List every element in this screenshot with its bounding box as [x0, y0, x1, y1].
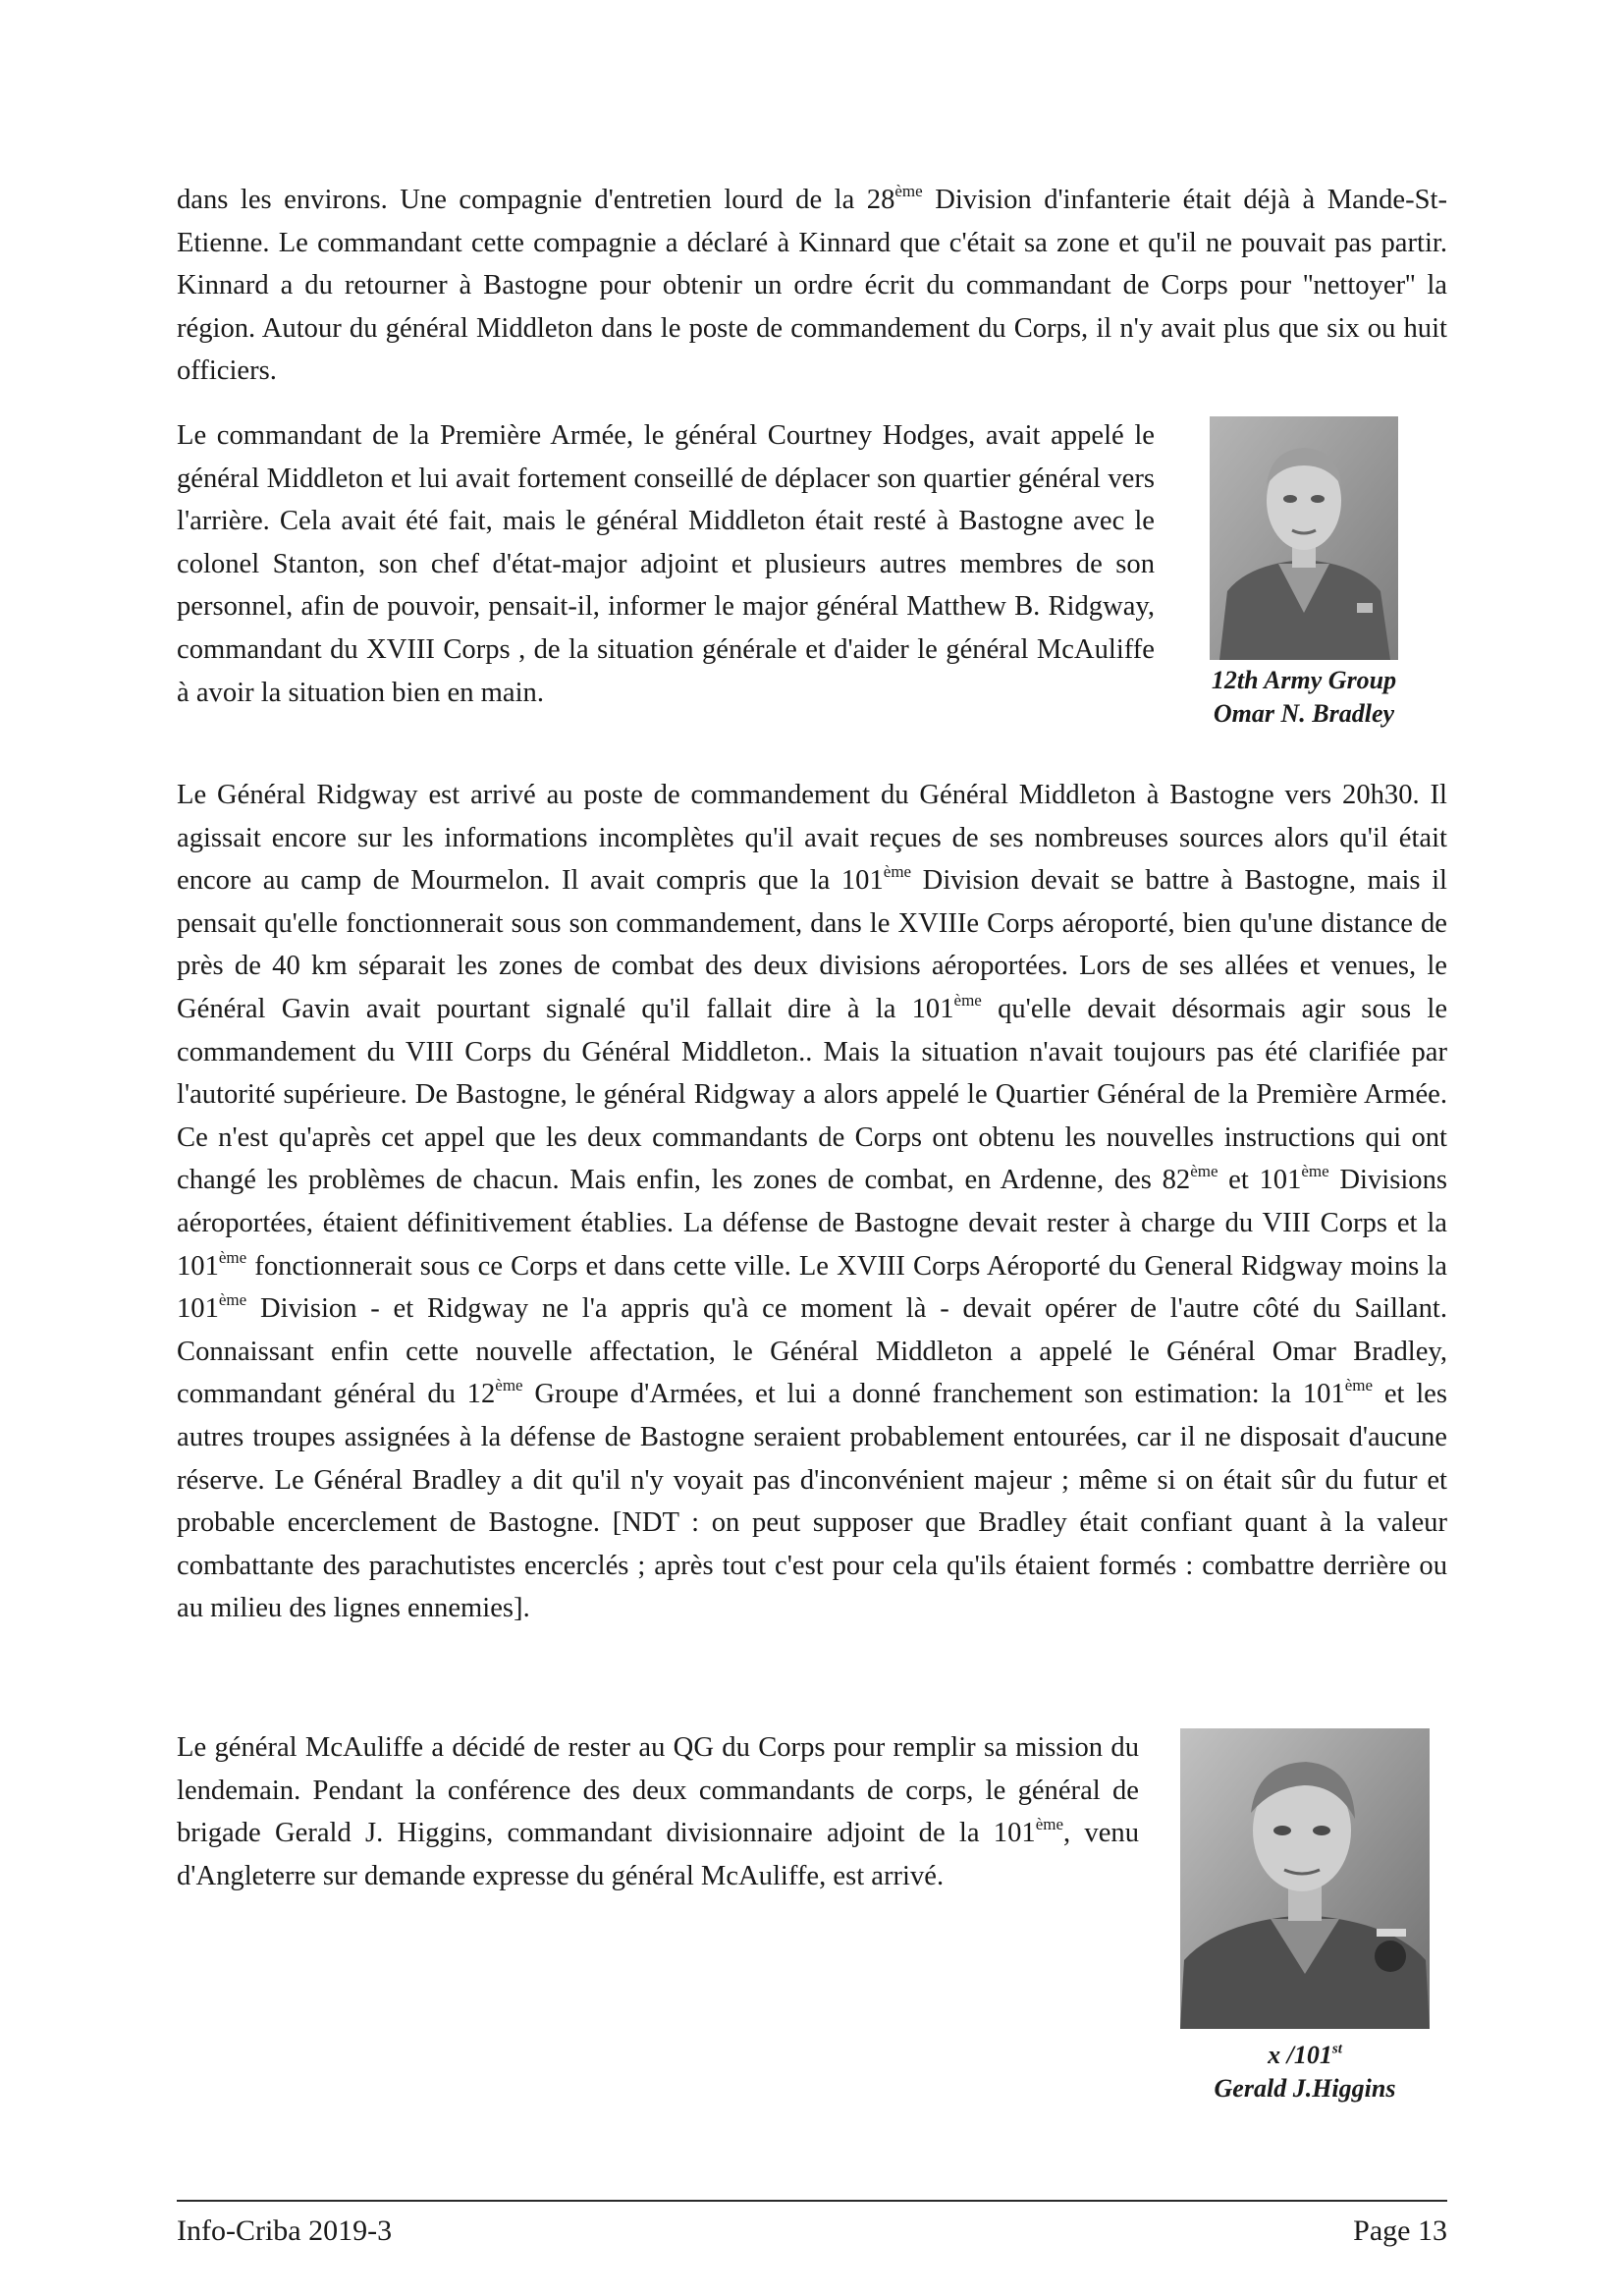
superscript: ème [894, 181, 923, 200]
paragraph-3-text: et les autres troupes assignées à la défense de Bastogne seraient probablement entourées, car il ne disposait d'aucune réserve. Le Général Bradley a dit qu'il n'y voyait pas d'inconvénient majeur ; même si on était sûr du futur et probable encerclement de Bastogne. [NDT : on peut supposer que Bradley était confiant quant à la valeur combattante des parachutistes encerclés ; après tout c'est pour cela qu'ils étaient formés : combattre derrière ou au milieu des lignes ennemies]. [177, 1379, 1447, 1624]
paragraph-2-text: Le commandant de la Première Armée, le général Courtney Hodges, avait appelé le général Middleton et lui avait fortement conseillé de déplacer son quartier général vers l'arrière. Cela avait été fait, mais le général Middleton était resté à Bastogne avec le colonel Stanton, son chef d'état-major adjoint et plusieurs autres membres de son personnel, afin de pouvoir, pensait-il, informer le major général Matthew B. Ridgway, commandant du XVIII Corps , de la situation générale et d'aider le général McAuliffe à avoir la situation bien en main. [177, 420, 1155, 708]
superscript: ème [218, 1247, 247, 1267]
paragraph-3-text: Division devait se battre à Bastogne, mais il pensait qu'elle fonctionnerait sous son commandement, dans le XVIIIe Corps aéroporté, bien qu'une distance de près de 40 km séparait les zones de combat des deux divisions aéroportées. Lors de ses allées et venues, le Général Gavin avait pourtant signalé qu'il fallait dire à la 101 [177, 865, 1447, 1024]
footer-rule [177, 2200, 1447, 2202]
bradley-caption-line-2: Omar N. Bradley [1213, 699, 1395, 728]
footer-page-number: Page 13 [1353, 2214, 1447, 2247]
superscript: ème [1190, 1162, 1218, 1181]
paragraph-2 [177, 414, 1155, 714]
superscript: ème [1035, 1814, 1064, 1833]
bradley-portrait-image [1210, 416, 1398, 660]
bradley-portrait-photo [1210, 416, 1398, 660]
higgins-caption-line-2: Gerald J.Higgins [1214, 2074, 1396, 2103]
higgins-caption-line-1: x /101 [1268, 2041, 1332, 2069]
superscript: ème [953, 990, 982, 1010]
paragraph-1 [177, 179, 1447, 393]
paragraph-3 [177, 774, 1447, 1630]
higgins-portrait-photo [1180, 1728, 1430, 2029]
higgins-portrait-image [1180, 1728, 1430, 2029]
superscript: st [1331, 2041, 1342, 2057]
paragraph-1-text-b: Division d'infanterie était déjà à Mande-St-Etienne. Le commandant cette compagnie a déclaré à Kinnard que c'était sa zone et qu'il ne pouvait pas partir. Kinnard a du retourner à Bastogne pour obtenir un ordre écrit du commandant de Corps pour ''nettoyer'' la région. Autour du général Middleton dans le poste de commandement du Corps, il n'y avait plus que six ou huit officiers. [177, 185, 1447, 387]
footer-publication: Info-Criba 2019-3 [177, 2214, 393, 2247]
paragraph-3-text: Groupe d'Armées, et lui a donné franchement son estimation: la 101 [522, 1379, 1345, 1410]
superscript: ème [1344, 1376, 1374, 1395]
paragraph-3-text: Divisions aéroportées, étaient définitivement établies. La défense de Bastogne devait rester à charge du VIII Corps et la 101 [177, 1165, 1447, 1282]
bradley-caption-line-1: 12th Army Group [1211, 666, 1397, 694]
paragraph-3-text: qu'elle devait désormais agir sous le commandement du VIII Corps du Général Middleton.. Mais la situation n'avait toujours pas été clarifiée par l'autorité supérieure. De Bastogne, le général Ridgway a alors appelé le Quartier Général de la Première Armée. Ce n'est qu'après cet appel que les deux commandants de Corps ont obtenu les nouvelles instructions qui ont changé les problèmes de chacun. Mais enfin, les zones de combat, en Ardenne, des 82 [177, 993, 1448, 1196]
superscript: ème [1301, 1162, 1329, 1181]
paragraph-3-text: et 101 [1218, 1165, 1302, 1196]
bradley-caption [1178, 664, 1430, 731]
paragraph-4-text-a: Le général McAuliffe a décidé de rester au QG du Corps pour remplir sa mission du lendemain. Pendant la conférence des deux commandants de corps, le général de brigade Gerald J. Higgins, commandant divisionnaire adjoint de la 101 [177, 1732, 1139, 1849]
paragraph-3-text: Le Général Ridgway est arrivé au poste de commandement du Général Middleton à Bastogne vers 20h30. Il agissait encore sur les informations incomplètes qu'il avait reçues de ses nombreuses sources alors qu'il était encore au camp de Mourmelon. Il avait compris que la 101 [177, 780, 1447, 897]
paragraph-3-text: fonctionnerait sous ce Corps et dans cette ville. Le XVIII Corps Aéroporté du General Ridgway moins la 101 [177, 1250, 1447, 1325]
superscript: ème [218, 1289, 247, 1309]
paragraph-3-text: Division - et Ridgway ne l'a appris qu'à ce moment là - devait opérer de l'autre côté du Saillant. Connaissant enfin cette nouvelle affectation, le Général Middleton a appelé le Général Omar Bradley, commandant général du 12 [177, 1293, 1447, 1410]
higgins-caption [1166, 2039, 1443, 2105]
paragraph-4 [177, 1726, 1139, 1897]
paragraph-1-text-a: dans les environs. Une compagnie d'entretien lourd de la 28 [177, 185, 895, 215]
superscript: ème [883, 861, 912, 881]
superscript: ème [495, 1376, 523, 1395]
paragraph-4-text-b: , venu d'Angleterre sur demande expresse du général McAuliffe, est arrivé. [177, 1818, 1139, 1891]
